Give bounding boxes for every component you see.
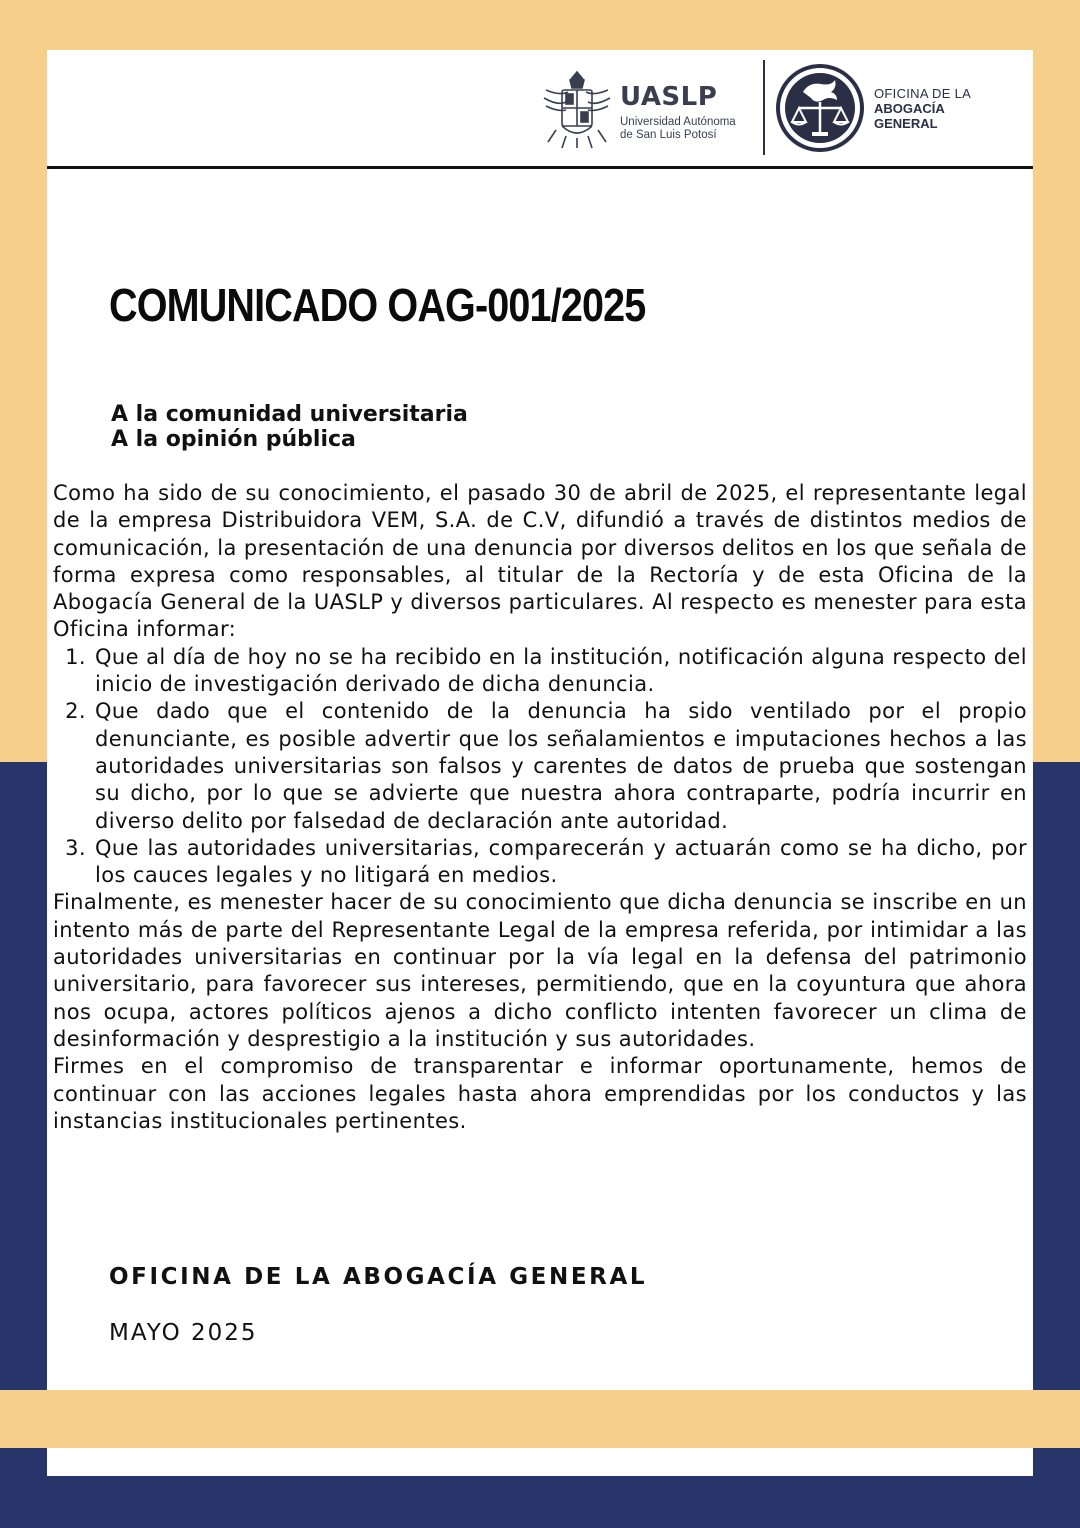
oag-logo-line3: GENERAL <box>874 116 938 131</box>
document-title: COMUNICADO OAG-001/2025 <box>109 279 646 331</box>
uaslp-subtitle-line1: Universidad Autónoma <box>620 116 736 128</box>
sheet-bottom-strip <box>47 1448 1033 1476</box>
oag-logo-text <box>874 86 971 131</box>
logo-divider <box>763 60 765 155</box>
signature: OFICINA DE LA ABOGACÍA GENERAL <box>109 1264 648 1290</box>
uaslp-logo <box>542 64 762 154</box>
document-sheet <box>47 50 1033 1390</box>
list-item: 2. Que dado que el contenido de la denuncia ha sido ventilado por el propio denunciante, es posible advertir que los señalamientos e imputaciones hechos a las autoridades universitarias son falsos y carentes de datos de prueba que sostengan su dicho, por lo que se advierte que nuestra ahora contraparte, podría incurrir en diverso delito por falsedad de declaración ante autoridad. <box>93 698 1027 834</box>
closing-paragraph: Finalmente, es menester hacer de su conocimiento que dicha denuncia se inscribe en un intento más de parte del Representante Legal de la empresa referida, por intimidar a las autoridades universitarias en continuar por la vía legal en la defensa del patrimonio universitario, para favorecer sus intereses, permitiendo, que en la coyuntura que ahora nos ocupa, actores políticos ajenos a dicho conflicto intenten favorecer un clima de desinformación y desprestigio a la institución y sus autoridades. <box>53 890 1027 1051</box>
points-list <box>53 644 1027 890</box>
list-item: 3. Que las autoridades universitarias, comparecerán y actuarán como se ha dicho, por los cauces legales y no litigará en medios. <box>93 835 1027 890</box>
closing-paragraph: Firmes en el compromiso de transparentar e informar oportunamente, hemos de continuar con las acciones legales hasta ahora emprendidas por los conductos y las instancias institucionales pertinentes. <box>53 1054 1027 1133</box>
background-gold-band <box>0 1390 1080 1448</box>
list-item: 1. Que al día de hoy no se ha recibido en la institución, notificación alguna respecto del inicio de investigación derivado de dicha denuncia. <box>93 644 1027 699</box>
intro-paragraph: Como ha sido de su conocimiento, el pasado 30 de abril de 2025, el representante legal de la empresa Distribuidora VEM, S.A. de C.V, difundió a través de distintos medios de comunicación, la presentación de una denuncia por diversos delitos en los que señala de forma expresa como responsables, al titular de la Rectoría y de esta Oficina de la Abogacía General de la UASLP y diversos particulares. Al respecto es menester para esta Oficina informar: <box>53 481 1027 642</box>
oag-logo-line2: ABOGACÍA <box>874 101 945 116</box>
uaslp-subtitle-line2: de San Luis Potosí <box>620 129 717 141</box>
oag-logo-line1: OFICINA DE LA <box>874 86 972 101</box>
scales-of-justice-seal-icon <box>775 62 865 154</box>
addressee <box>111 402 468 452</box>
uaslp-subtitle <box>620 116 760 142</box>
addressee-line: A la opinión pública <box>111 427 356 452</box>
document-body <box>53 480 1027 1135</box>
uaslp-name: UASLP <box>620 82 718 112</box>
uaslp-eagle-crest-icon <box>542 68 612 150</box>
header-rule <box>47 166 1033 169</box>
document-date: MAYO 2025 <box>109 1320 258 1346</box>
addressee-line: A la comunidad universitaria <box>111 402 468 427</box>
